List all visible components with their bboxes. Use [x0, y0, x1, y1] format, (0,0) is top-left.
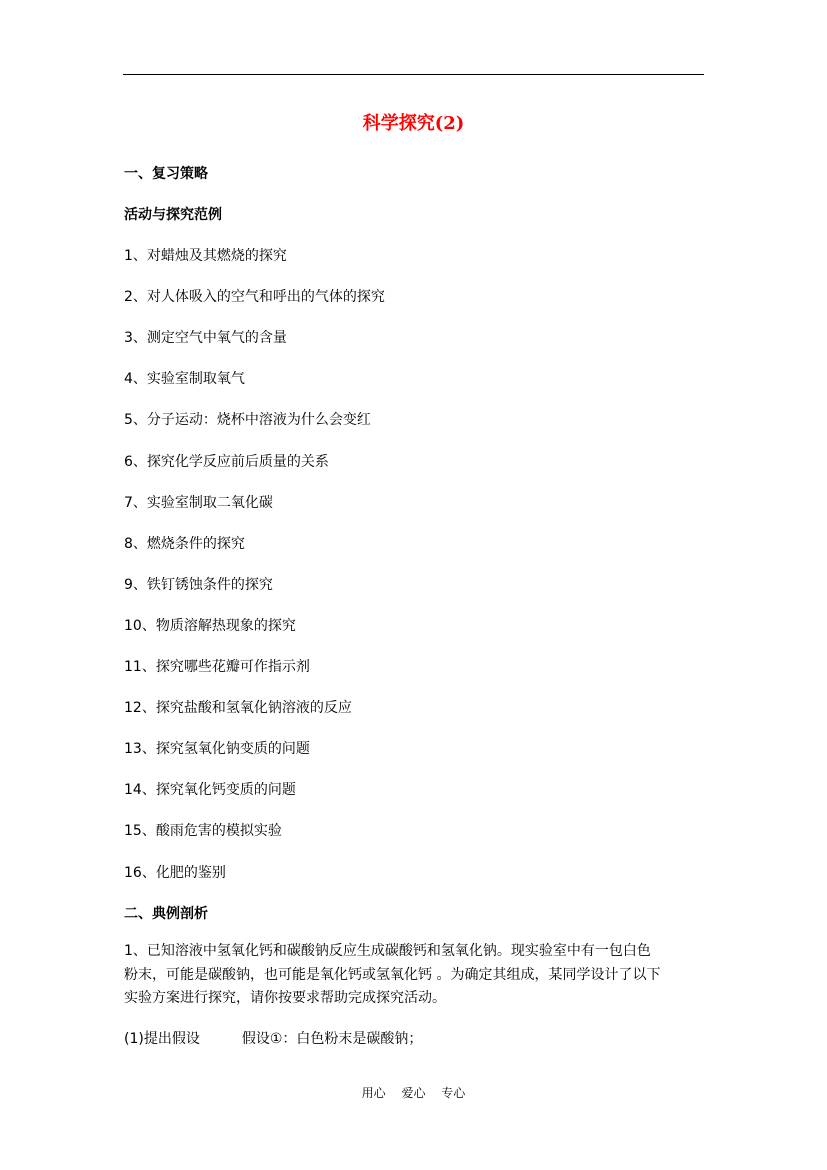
list-item: 4、实验室制取氧气	[124, 371, 245, 387]
section-heading-review: 一、复习策略	[124, 166, 208, 182]
list-item: 8、燃烧条件的探究	[124, 536, 245, 552]
list-item: 1、对蜡烛及其燃烧的探究	[124, 248, 287, 264]
list-item: 11、探究哪些花瓣可作指示剂	[124, 659, 310, 675]
list-item: 14、探究氧化钙变质的问题	[124, 782, 296, 798]
list-item: 6、探究化学反应前后质量的关系	[124, 454, 329, 470]
header-rule	[123, 74, 704, 75]
hypothesis-line	[124, 1030, 422, 1048]
list-item: 7、实验室制取二氧化碳	[124, 495, 273, 511]
hypothesis-label: (1)提出假设	[124, 1031, 200, 1047]
section-heading-examples: 二、典例剖析	[124, 906, 208, 922]
list-item: 16、化肥的鉴别	[124, 865, 226, 881]
list-item: 2、对人体吸入的空气和呼出的气体的探究	[124, 289, 385, 305]
list-item: 9、铁钉锈蚀条件的探究	[124, 577, 273, 593]
page-footer: 用心 爱心 专心	[361, 1086, 466, 1100]
example-line: 1、已知溶液中氢氧化钙和碳酸钠反应生成碳酸钙和氢氧化钠。现实验室中有一包白色	[124, 943, 651, 959]
example-line: 粉末，可能是碳酸钠，也可能是氧化钙或氢氧化钙 。为确定其组成，某同学设计了以下	[124, 966, 661, 983]
page-title: 科学探究(2)	[362, 113, 465, 134]
list-item: 13、探究氢氧化钠变质的问题	[124, 741, 310, 757]
example-line: 实验方案进行探究，请你按要求帮助完成探究活动。	[124, 990, 446, 1006]
list-item: 3、测定空气中氧气的含量	[124, 330, 287, 346]
list-item: 10、物质溶解热现象的探究	[124, 618, 296, 634]
list-item: 15、酸雨危害的模拟实验	[124, 823, 282, 839]
section-heading-activities: 活动与探究范例	[124, 207, 222, 223]
list-item: 5、分子运动：烧杯中溶液为什么会变红	[124, 412, 371, 428]
hypothesis-text: 假设①：白色粉末是碳酸钠；	[241, 1031, 423, 1047]
list-item: 12、探究盐酸和氢氧化钠溶液的反应	[124, 700, 352, 716]
example-paragraph	[124, 940, 706, 1011]
